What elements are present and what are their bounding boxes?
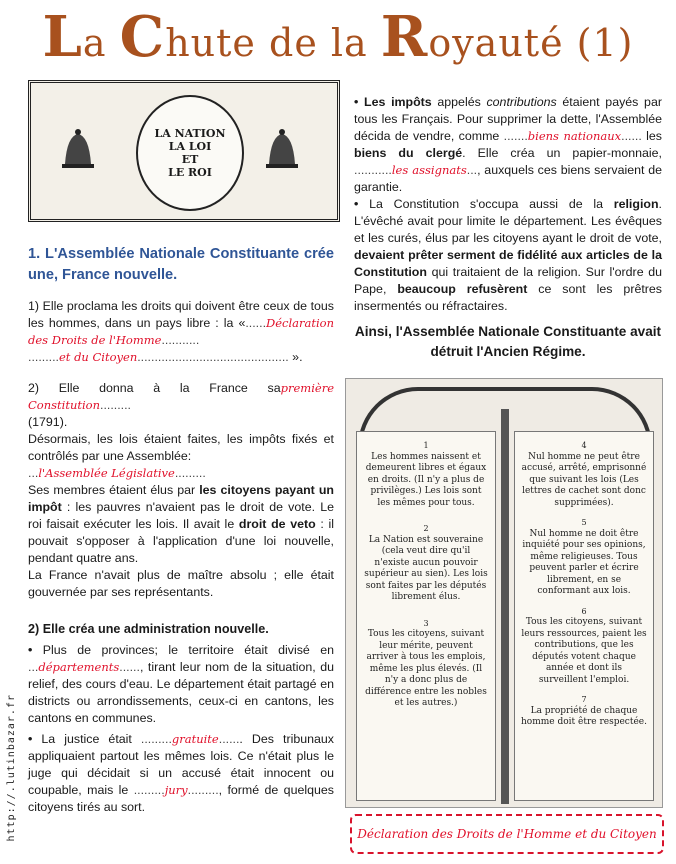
paragraph-3: Désormais, les lois étaient faites, les impôts fixés et contrôlés par une Assemblée: ...l'Assemblée Législative......... — [28, 432, 334, 480]
tablet-right: 4 Nul homme ne peut être accusé, arrêté, emprisonné que suivant les lois (Les lettres de cachet sont donc supprimées). 5 Nul homme ne doit être inquiété pour ses opinions, même religieuses. Tous peuvent parler et écrire librement, en se conformant aux lois. 6 Tous les citoyens, suivant leurs ressources, paient les contributions, que les députés votent chaque année et dont ils surveillent l'emploi. 7 La propriété de chaque homme doit être respectée. — [514, 431, 654, 801]
section1 — [28, 244, 334, 816]
bullet-religion: • La Constitution s'occupa aussi de la religion. L'évêché avait pour limite le département. Les évêques et les curés, élus par les citoyens ayant le droit de vote, devaient prêter serment de fidélité aux articles de la Constitution qui traitaient de la religion. Sur l'ordre du Pape, beaucoup refusèrent ce sont les prêtres insermentés ou réfractaires. — [354, 197, 662, 313]
bullet-departements: • Plus de provinces; le territoire était divisé en ...départements......, tirant leur nom de la situation, du relief, des cours d'eau. Le département était partagé en districts ou arrondissements, ceux-ci en cantons, les cantons en communes. — [28, 643, 334, 725]
declaration-tablets-image — [345, 378, 663, 808]
bell-right-icon — [263, 128, 301, 172]
section2-heading: 2) Elle créa une administration nouvelle. — [28, 622, 269, 636]
tablet-left: 1 Les hommes naissent et demeurent libres et égaux en droits. (Il n'y a plus de privilèges.) Les lois sont les mêmes pour tous. 2 La Nation est souveraine (cela veut dire qu'il n'existe aucun pouvoir supérieur au sien). Les lois sont faites par les députés librement élus. 3 Tous les citoyens, suivant leur mérite, peuvent arriver à tous les emplois, même les plus élevés. (Il n'y a donc plus de différence entre les nobles et les autres.) — [356, 431, 496, 801]
right-column — [354, 94, 662, 315]
declaration-caption: Déclaration des Droits de l'Homme et du Citoyen — [350, 814, 664, 854]
pike-pillar — [501, 409, 509, 804]
engraving-image — [28, 80, 340, 222]
bullet-impots: • Les impôts appelés contributions étaient payés par tous les Français. Pour supprimer la dette, l'Assemblée décida de vendre, comme .......biens nationaux...... les biens du clergé. Elle créa un papier-monnaie, ...........les assignats..., auxquels ces biens servaient de garantie. — [354, 95, 662, 194]
paragraph-5: La France n'avait plus de maître absolu ; elle était gouvernée par ses représentants. — [28, 568, 334, 599]
paragraph-4: Ses membres étaient élus par les citoyens payant un impôt : les pauvres n'avaient pas le droit de vote. Le roi faisait exécuter les lois. Il avait le droit de veto : il pouvait s'opposer à l'application d'une loi nouvelle, pendant quatre ans. — [28, 483, 334, 565]
side-label: http://.lutinbazar.fr — [6, 694, 17, 842]
bell-left-icon — [59, 128, 97, 172]
section1-heading: 1. L'Assemblée Nationale Constituante crée une, France nouvelle. — [28, 246, 334, 283]
medallion: LA NATION LA LOI ET LE ROI — [136, 95, 244, 211]
paragraph-1: 1) Elle proclama les droits qui doivent être ceux de tous les hommes, dans un pays libre : la «......Déclaration des Droits de l'Homme........... .........et du Citoyen............................................ ». — [28, 299, 334, 364]
page-title: La Chute de la Royauté (1) — [42, 4, 634, 70]
conclusion-text: Ainsi, l'Assemblée Nationale Constituante avait détruit l'Ancien Régime. — [354, 324, 662, 359]
paragraph-2: 2) Elle donna à la France sapremière Constitution......... (1791). — [28, 381, 334, 429]
bullet-justice: • La justice était .........gratuite....... Des tribunaux appliquaient partout les mêmes lois. Ce n'était plus le juge qui décidait si un accusé était innocent ou coupable, mais le .........jury........., formé de quelques citoyens tirés au sort. — [28, 732, 334, 814]
